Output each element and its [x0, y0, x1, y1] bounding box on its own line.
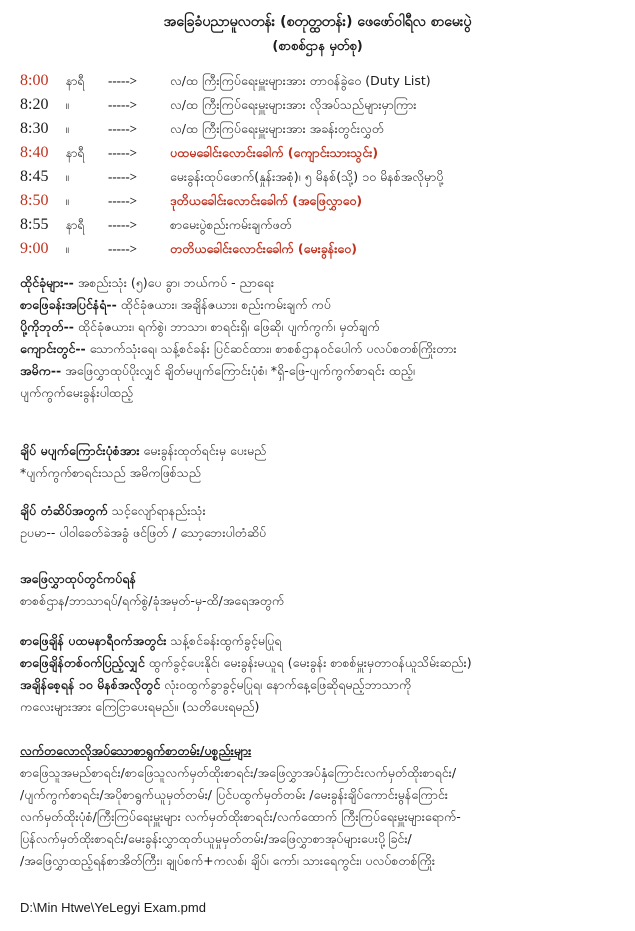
schedule-desc: ပထမခေါင်းလောင်းခေါက် (ကျောင်းသားသွင်း) [170, 145, 379, 160]
file-path-footer: D:\Min Htwe\YeLegyi Exam.pmd [20, 900, 206, 915]
schedule-unit: ။ [66, 242, 70, 256]
note-text: ထွက်ခွင့်ပေးနိုင်၊ မေးခွန်းမယူရ (မေးခွန်း စာစစ်မှူးမှတာဝန်ယူသိမ်းဆည်း) [148, 655, 472, 670]
note-line [20, 696, 620, 718]
document-subtitle: (စာစစ်ဌာန မှတ်စု) [272, 39, 363, 54]
schedule-desc: လ/ထ ကြီးကြပ်ရေးမှူးများအား လိုအပ်သည်များမှာကြား [170, 97, 417, 112]
schedule-desc: လ/ထ ကြီးကြပ်ရေးမှူးများအား အခန်းတွင်းလွှတ် [170, 121, 384, 136]
rule-label: စာဖြေခန်းအပြင်နံရံ-- [20, 297, 117, 312]
arrow: -----> [108, 169, 138, 184]
arrow: -----> [108, 121, 138, 136]
section-seal-stamp [20, 500, 620, 544]
section-heading: အဖြေလွှာထုပ်တွင်ကပ်ရန် [20, 571, 136, 586]
note-text: ကလေးများအား ကြေငြာပေးရမည်။ (သတိပေးရမည်) [20, 699, 260, 714]
schedule-unit: နာရီ [66, 218, 85, 232]
note-text: သန့်စင်ခန်းထွက်ခွင့်မပြုရ [170, 633, 282, 648]
section-seal-form [20, 440, 620, 484]
document-title: အခြေခံပညာမူလတန်း (စတုတ္ထတန်း) ဖေဖော်ဝါရီလ စာမေးပွဲ [163, 14, 472, 30]
arrow: -----> [108, 217, 138, 232]
rule-line [20, 316, 620, 338]
rule-line [20, 272, 620, 294]
note-label: စာဖြေချိန်တစ်ဝက်ပြည့်လျှင် [20, 655, 145, 670]
rule-line [20, 338, 620, 360]
schedule-desc: ဒုတိယခေါင်းလောင်းခေါက် (အဖြေလွှာဝေ) [170, 193, 363, 208]
schedule-time: 9:00 [20, 240, 49, 257]
schedule-unit: နာရီ [66, 146, 85, 160]
schedule-row [20, 142, 620, 164]
rule-line [20, 360, 620, 382]
required-documents [20, 740, 620, 872]
section-line: *ပျက်ကွက်စာရင်းသည် အမိကဖြစ်သည် [20, 465, 201, 480]
schedule-row [20, 238, 620, 260]
rule-text: အစည်းသုံး (၅)ပေ ခွာ၊ ဘယ်ကပ် - ညာရေး [77, 275, 274, 290]
rule-line [20, 382, 620, 404]
schedule-time: 8:30 [20, 120, 49, 137]
documents-line: /အဖြေလွှာထည့်ရန်စာအိတ်ကြီး၊ ချုပ်စက်+ကလစ်၊ ချိပ်၊ ကော်၊ သားရေကွင်း၊ ပလပ်စတစ်ကြိုး [20, 853, 436, 868]
documents-line: စာဖြေသူအမည်စာရင်း/စာဖြေသူလက်မှတ်ထိုးစာရင်း/အဖြေလွှာအပ်နှံကြောင်းလက်မှတ်ထိုးစာရင်း/ [20, 765, 457, 780]
schedule-row [20, 190, 620, 212]
rules [20, 272, 620, 404]
rule-text: ထိုင်ခုံဇယား၊ အချိန်ဇယား၊ စည်းကမ်းချက် ကပ် [120, 297, 331, 312]
schedule-row [20, 166, 620, 188]
documents-line: လက်မှတ်ထိုးပုံစံ/ကြီးကြပ်ရေးမှူးများ လက်မှတ်ထိုးစာရင်း/လက်ထောက် ကြီးကြပ်ရေးမှူးများရောက်- [20, 809, 461, 824]
rule-label: ထိုင်ခုံများ-- [20, 275, 74, 290]
note-line [20, 652, 620, 674]
rule-label: အမိက-- [20, 363, 62, 378]
schedule-time: 8:20 [20, 96, 49, 113]
documents-line: /ပျက်ကွက်စာရင်း/အပိုစာရွက်ယူမှတ်တမ်း/ ပြင်ပထွက်မှတ်တမ်း /မေးခွန်းချိပ်ကောင်းမွန်ကြောင်း [20, 787, 448, 802]
schedule-unit: ။ [66, 98, 70, 112]
schedule-desc: တတိယခေါင်းလောင်းခေါက် (မေးခွန်းဝေ) [170, 241, 357, 256]
note-label: အချိန်စေ့ရန် ၁၀ မိနစ်အလိုတွင် [20, 677, 161, 692]
arrow: -----> [108, 97, 138, 112]
schedule-desc: လ/ထ ကြီးကြပ်ရေးမှူးများအား တာဝန်ခွဲဝေ (Duty List) [170, 73, 431, 88]
documents-heading: လက်တလောလိုအပ်သောစာရွက်စာတမ်း/ပစ္စည်းများ [20, 743, 252, 758]
schedule-time: 8:45 [20, 168, 49, 185]
section-line: စာစစ်ဌာန/ဘာသာရပ်/ရက်စွဲ/ခုံအမှတ်-မှ-ထိ/အရေအတွက် [20, 593, 285, 608]
arrow: -----> [108, 73, 138, 88]
schedule-row [20, 94, 620, 116]
schedule-time: 8:00 [20, 72, 49, 89]
note-line [20, 674, 620, 696]
schedule-row [20, 70, 620, 92]
rule-text: ထိုင်ခုံဇယား၊ ရက်စွဲ၊ ဘာသာ၊ စာရင်းရှိ၊ ဖြေဆို၊ ပျက်ကွက်၊ မှတ်ချက် [77, 319, 380, 334]
schedule-time: 8:50 [20, 192, 49, 209]
rule-label: ကျောင်းတွင်-- [20, 341, 86, 356]
notes [20, 630, 620, 718]
section-heading: ချိပ် မပျက်ကြောင်းပုံစံအား [20, 443, 140, 458]
schedule-row [20, 118, 620, 140]
section-answer-pack [20, 568, 620, 612]
rule-text: အဖြေလွှာထုပ်ပိုးလျှင် ချိတ်မပျက်ကြောင်းပုံစံ၊ *ရှိ-ဖြေ-ပျက်ကွက်စာရင်း ထည့်၊ [65, 363, 415, 378]
schedule-row [20, 214, 620, 236]
section-line: ဥပမာ-- ပါဝါခေတ်ခဲအခွံ ဖင်ဖြတ် / သော့ဘေးပါတံဆိပ် [20, 525, 267, 540]
arrow: -----> [108, 241, 138, 256]
rule-line [20, 294, 620, 316]
rule-text: ပျက်ကွက်မေးခွန်းပါထည့် [20, 385, 134, 400]
schedule-desc: မေးခွန်းထုပ်ဖောက်(နှုန်းအစုံ)၊ ၅ မိနစ်(သို့) ၁၀ မိနစ်အလိုမှာပို့ [170, 169, 444, 184]
rule-label: ပို့ကိုဘုတ်-- [20, 319, 74, 334]
schedule-time: 8:40 [20, 144, 49, 161]
arrow: -----> [108, 145, 138, 160]
schedule-time: 8:55 [20, 216, 49, 233]
schedule-unit: ။ [66, 122, 70, 136]
schedule-unit: ။ [66, 194, 70, 208]
section-heading: ချိပ် တံဆိပ်အတွက် [20, 503, 108, 518]
note-text: လုံးဝထွက်ခွာခွင့်မပြုရ၊ နောက်နေ့ဖြေဆိုရမည့်ဘာသာကို [164, 677, 412, 692]
rule-text: သောက်သုံးရေ၊ သန့်စင်ခန်း ပြင်ဆင်ထား၊ စာစစ်ဌာနဝင်ပေါက် ပလပ်စတစ်ကြိုးတား [89, 341, 457, 356]
arrow: -----> [108, 193, 138, 208]
schedule-unit: ။ [66, 170, 70, 184]
documents-line: ပြန်လက်မှတ်ထိုးစာရင်း/မေးခွန်းလွှာထုတ်ယူမှုမှတ်တမ်း/အဖြေလွှာစာအုပ်များပေးပို့ခြင်း/ [20, 831, 412, 846]
section-inline: မေးခွန်းထုတ်ရင်းမှ ပေးမည် [143, 443, 267, 458]
section-inline: သင့်လျော်ရာနည်းသုံး [111, 503, 206, 518]
note-line [20, 630, 620, 652]
schedule-unit: နာရီ [66, 74, 85, 88]
note-label: စာဖြေချိန် ပထမနာရီဝက်အတွင်း [20, 633, 167, 648]
schedule-desc: စာမေးပွဲစည်းကမ်းချက်ဖတ် [170, 217, 292, 232]
